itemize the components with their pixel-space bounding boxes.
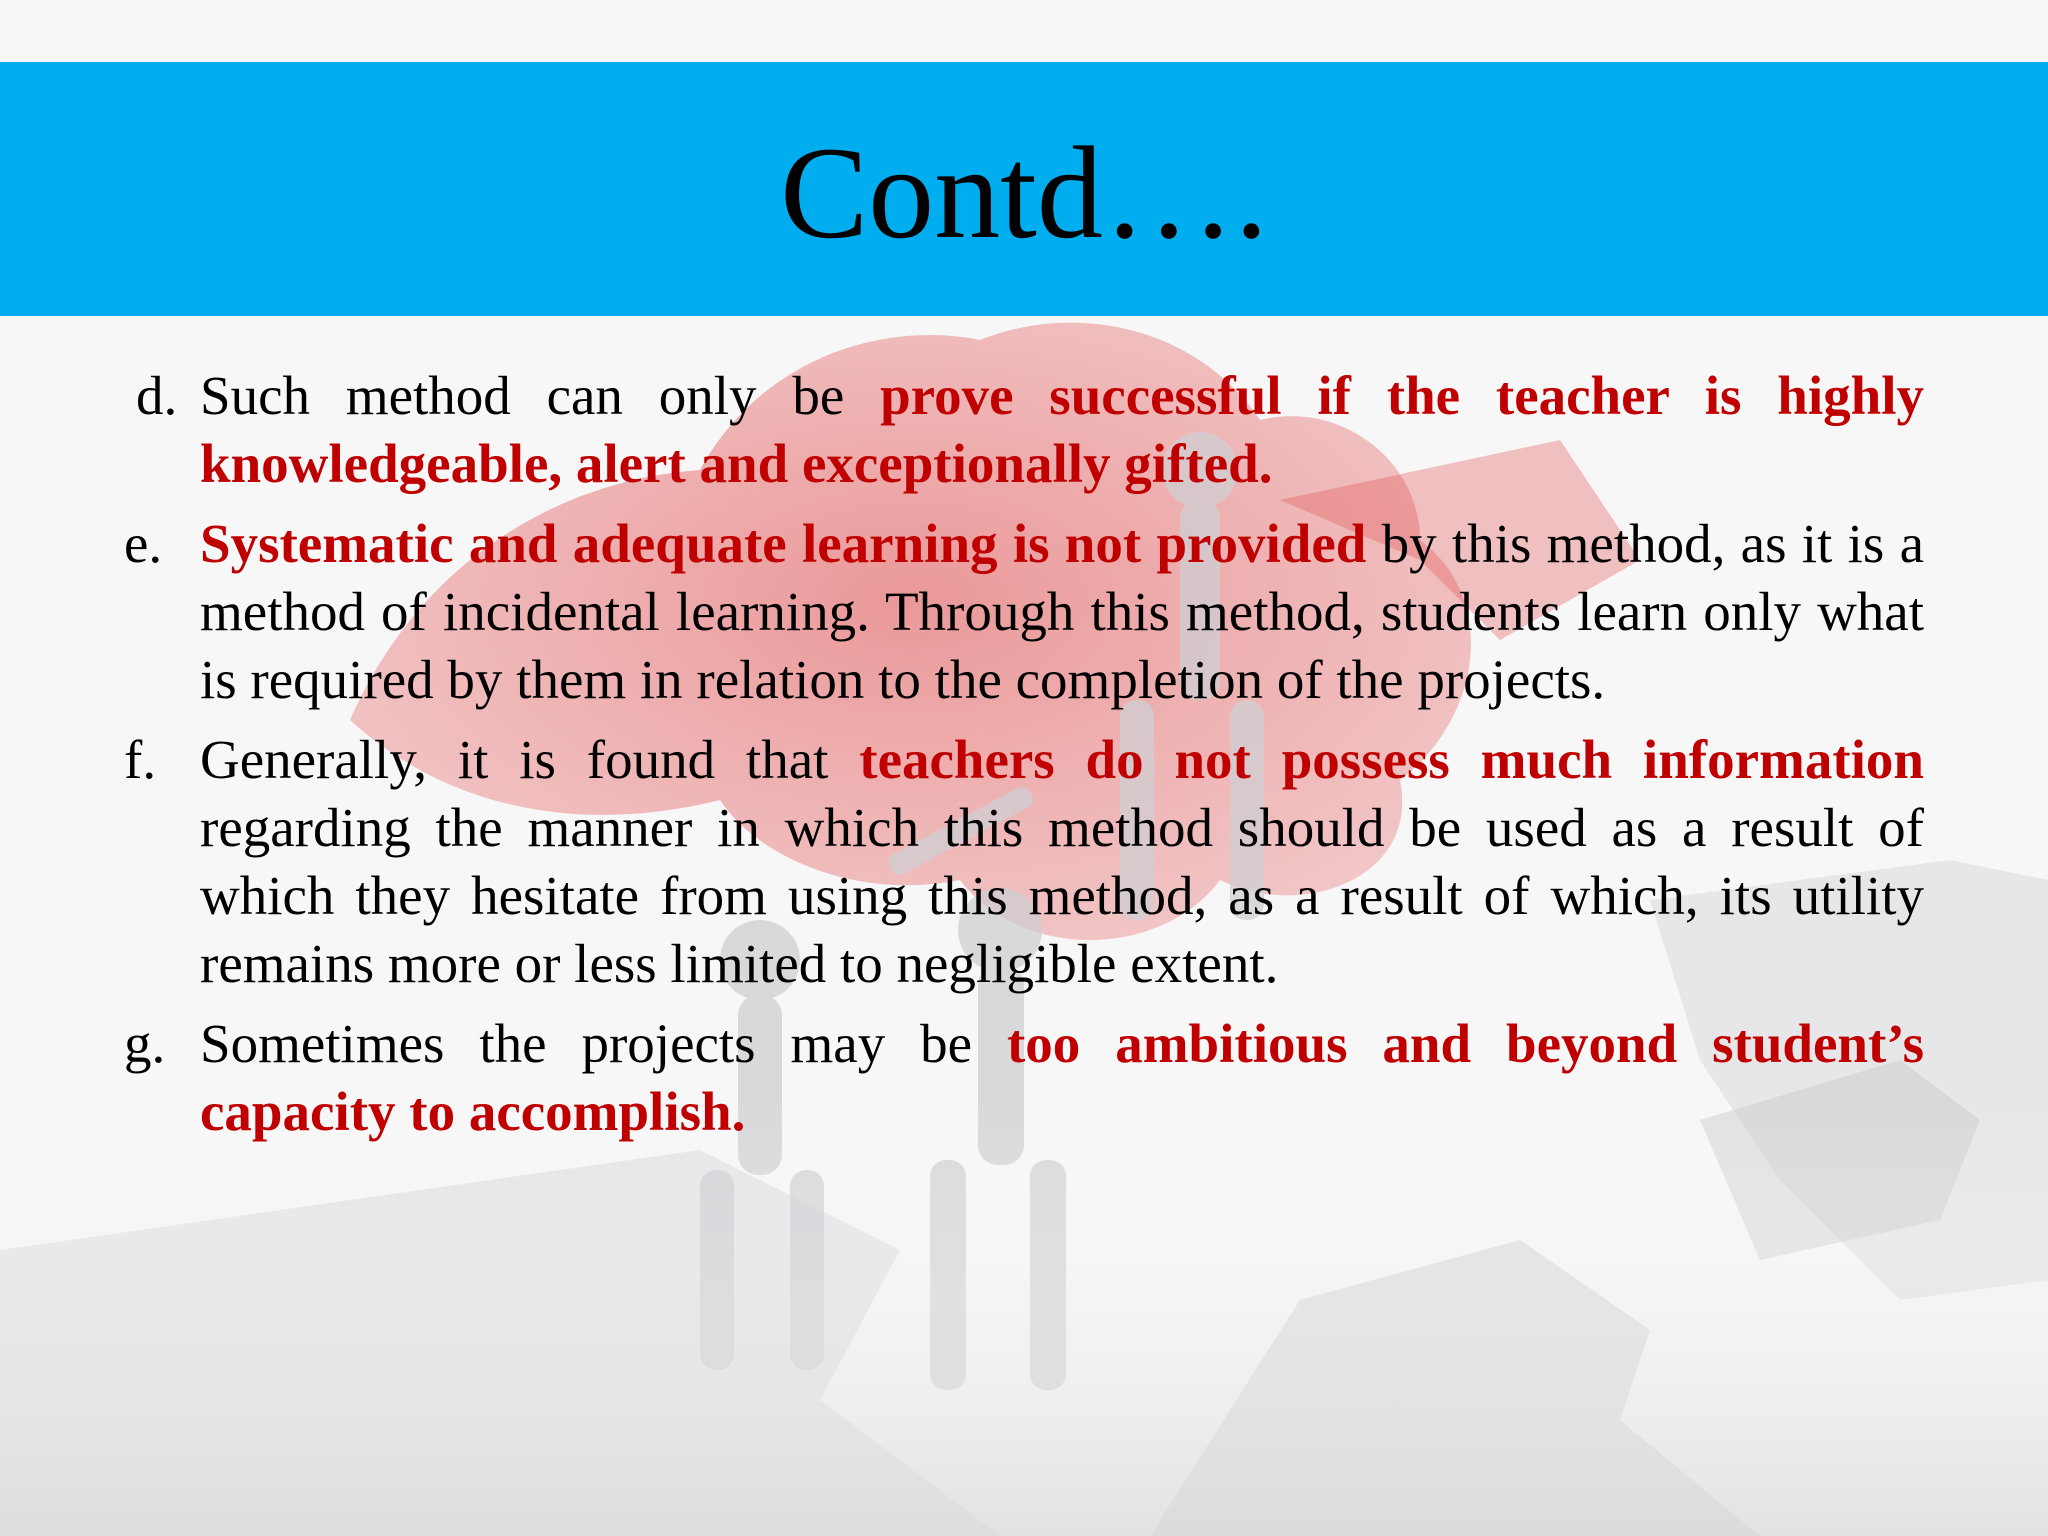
bullet-list	[124, 362, 1924, 1158]
item-highlight: too ambitious and beyond student’s capacity to accomplish.	[200, 1013, 1924, 1142]
list-item	[124, 362, 1924, 498]
item-text: by this method, as it is a method of incidental learning. Through this method, students learn only what is required by them in relation to the completion of the projects.	[200, 513, 1924, 710]
item-text: Sometimes the projects may be	[200, 1013, 1007, 1074]
item-label: g.	[124, 1013, 166, 1074]
item-highlight: prove successful if the teacher is highly knowledgeable, alert and exceptionally gifted.	[200, 365, 1924, 494]
list-item	[124, 1010, 1924, 1146]
item-text: regarding the manner in which this method should be used as a result of which they hesitate from using this method, as a result of which, its utility remains more or less limited to negligible extent.	[200, 797, 1924, 994]
item-highlight: teachers do not possess much information	[859, 729, 1925, 790]
item-highlight: Systematic and adequate learning is not provided	[200, 513, 1367, 574]
item-text: Generally, it is found that	[200, 729, 860, 790]
item-label: f.	[124, 729, 157, 790]
slide-title: Contd….	[780, 119, 1268, 266]
item-text: Such method can only be	[200, 365, 881, 426]
list-item	[124, 510, 1924, 714]
title-band	[0, 62, 2048, 316]
list-item	[124, 726, 1924, 998]
item-label: d.	[136, 365, 178, 426]
item-label: e.	[124, 513, 163, 574]
